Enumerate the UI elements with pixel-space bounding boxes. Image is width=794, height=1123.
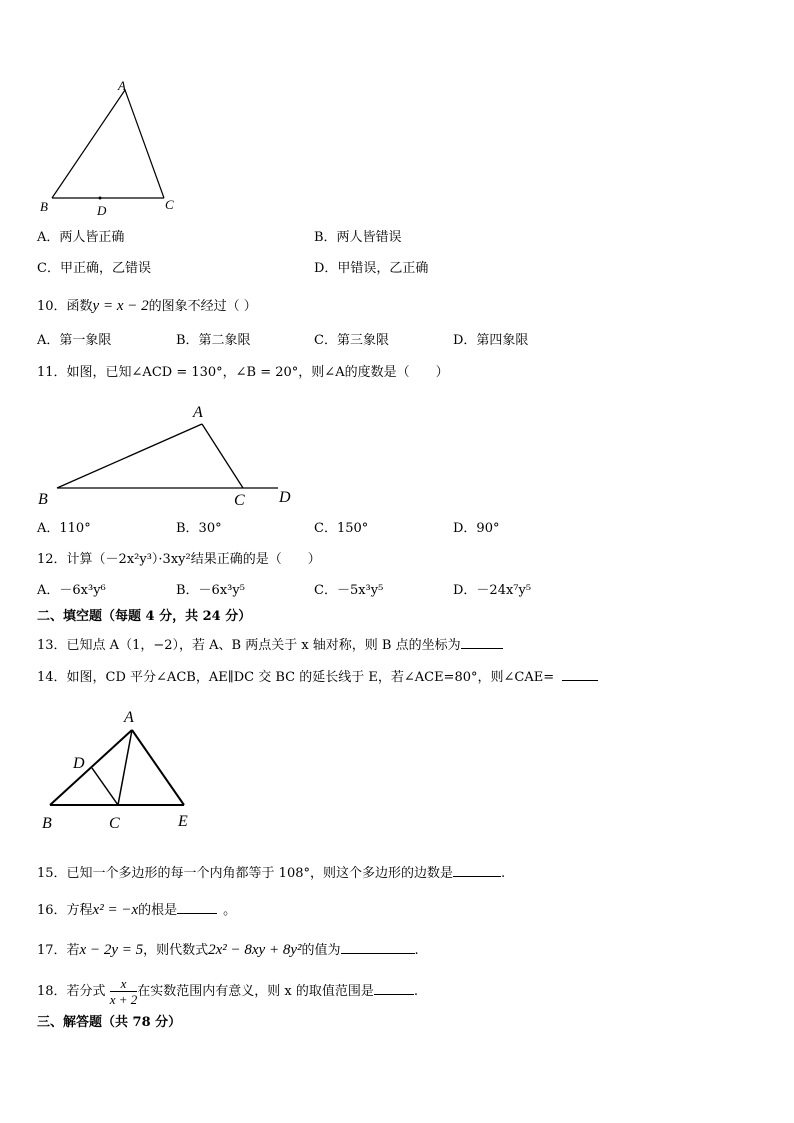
q18-prefix: 18．若分式 (37, 984, 106, 999)
q17-answer-blank[interactable] (341, 941, 415, 954)
q18-line (37, 976, 418, 1008)
q14-text: 14．如图，CD 平分∠ACB，AE∥DC 交 BC 的延长线于 E，若∠ACE=80°，则∠CAE= (37, 670, 555, 685)
q15-end: . (501, 866, 506, 881)
q17-suffix: 的值为 (301, 943, 341, 958)
q16-formula: x² = −x (92, 902, 139, 918)
q11-option-a: A．110° (37, 521, 91, 536)
q17-prefix: 17．若 (37, 943, 80, 958)
q16-end: 。 (223, 903, 237, 918)
q18-suffix: 在实数范围内有意义，则 x 的取值范围是 (137, 984, 374, 999)
q13-line (37, 636, 503, 654)
q10-stem-suffix: 的图象不经过（ ） (148, 299, 257, 314)
fig9-label-c: C (165, 197, 174, 212)
q12-option-c: C．－5x³y⁵ (314, 583, 384, 598)
q16-prefix: 16．方程 (37, 903, 93, 918)
section-3-heading: 三、解答题（共 78 分） (37, 1015, 182, 1030)
q16-answer-blank[interactable] (177, 901, 217, 914)
q10-option-c: C．第三象限 (314, 333, 389, 348)
q11-stem: 11．如图，已知∠ACD = 130°，∠B = 20°，则∠A的度数是（ ） (37, 365, 449, 380)
figure-q9-triangle (30, 78, 190, 220)
q15-line (37, 864, 505, 882)
q9-option-a: A．两人皆正确 (37, 230, 125, 245)
fig14-label-e: E (178, 813, 188, 830)
q18-answer-blank[interactable] (374, 982, 414, 995)
q11-option-c: C．150° (314, 521, 369, 536)
q12-stem: 12．计算（－2x²y³）·3xy²结果正确的是（ ） (37, 552, 321, 567)
q12-option-b: B．－6x³y⁵ (176, 583, 245, 598)
q10-option-a: A．第一象限 (37, 333, 112, 348)
q17-condition: x − 2y = 5 (79, 942, 144, 958)
figure-q14-triangle (30, 705, 205, 833)
q13-text: 13．已知点 A（1，−2），若 A、B 两点关于 x 轴对称，则 B 点的坐标为 (37, 638, 461, 653)
fig14-label-b: B (42, 815, 52, 832)
section-2-heading: 二、填空题（每题 4 分，共 24 分） (37, 609, 252, 624)
fig14-label-c: C (109, 815, 120, 832)
fig11-label-a: A (193, 404, 203, 421)
q10-option-d: D．第四象限 (453, 333, 529, 348)
q9-option-b: B．两人皆错误 (314, 230, 402, 245)
q18-fraction (110, 976, 138, 1007)
q17-end: . (414, 943, 419, 958)
fig9-label-a: A (118, 78, 126, 93)
q11-option-d: D．90° (453, 521, 500, 536)
fig11-label-b: B (38, 491, 48, 508)
q17-mid: ，则代数式 (143, 943, 209, 958)
fig14-label-d: D (73, 755, 85, 772)
fig11-label-c: C (234, 492, 245, 509)
q16-suffix: 的根是 (138, 903, 178, 918)
q12-option-a: A．－6x³y⁶ (37, 583, 106, 598)
fig9-label-b: B (40, 199, 48, 214)
q18-numerator: x (110, 976, 138, 992)
q11-option-b: B．30° (176, 521, 222, 536)
q10-stem-prefix: 10．函数 (37, 299, 93, 314)
q10-formula: y = x − 2 (92, 298, 149, 314)
q17-expression: 2x² − 8xy + 8y² (208, 942, 302, 958)
q16-line (37, 901, 236, 919)
q18-end: . (413, 984, 418, 999)
fig14-label-a: A (124, 709, 134, 726)
q9-option-d: D．甲错误，乙正确 (314, 261, 429, 276)
q15-text: 15．已知一个多边形的每一个内角都等于 108°，则这个多边形的边数是 (37, 866, 453, 881)
q9-option-c: C．甲正确，乙错误 (37, 261, 151, 276)
q10-stem (37, 298, 257, 315)
fig9-label-d: D (97, 203, 107, 218)
q14-answer-blank[interactable] (562, 668, 598, 681)
q13-answer-blank[interactable] (461, 636, 503, 649)
q12-option-d: D．－24x⁷y⁵ (453, 583, 532, 598)
q18-denominator: x + 2 (109, 992, 138, 1007)
fig11-label-d: D (279, 489, 291, 506)
q17-line (37, 941, 419, 959)
figure-q11-triangle (30, 398, 310, 510)
q14-line (37, 668, 598, 686)
q10-option-b: B．第二象限 (176, 333, 251, 348)
q15-answer-blank[interactable] (453, 864, 501, 877)
